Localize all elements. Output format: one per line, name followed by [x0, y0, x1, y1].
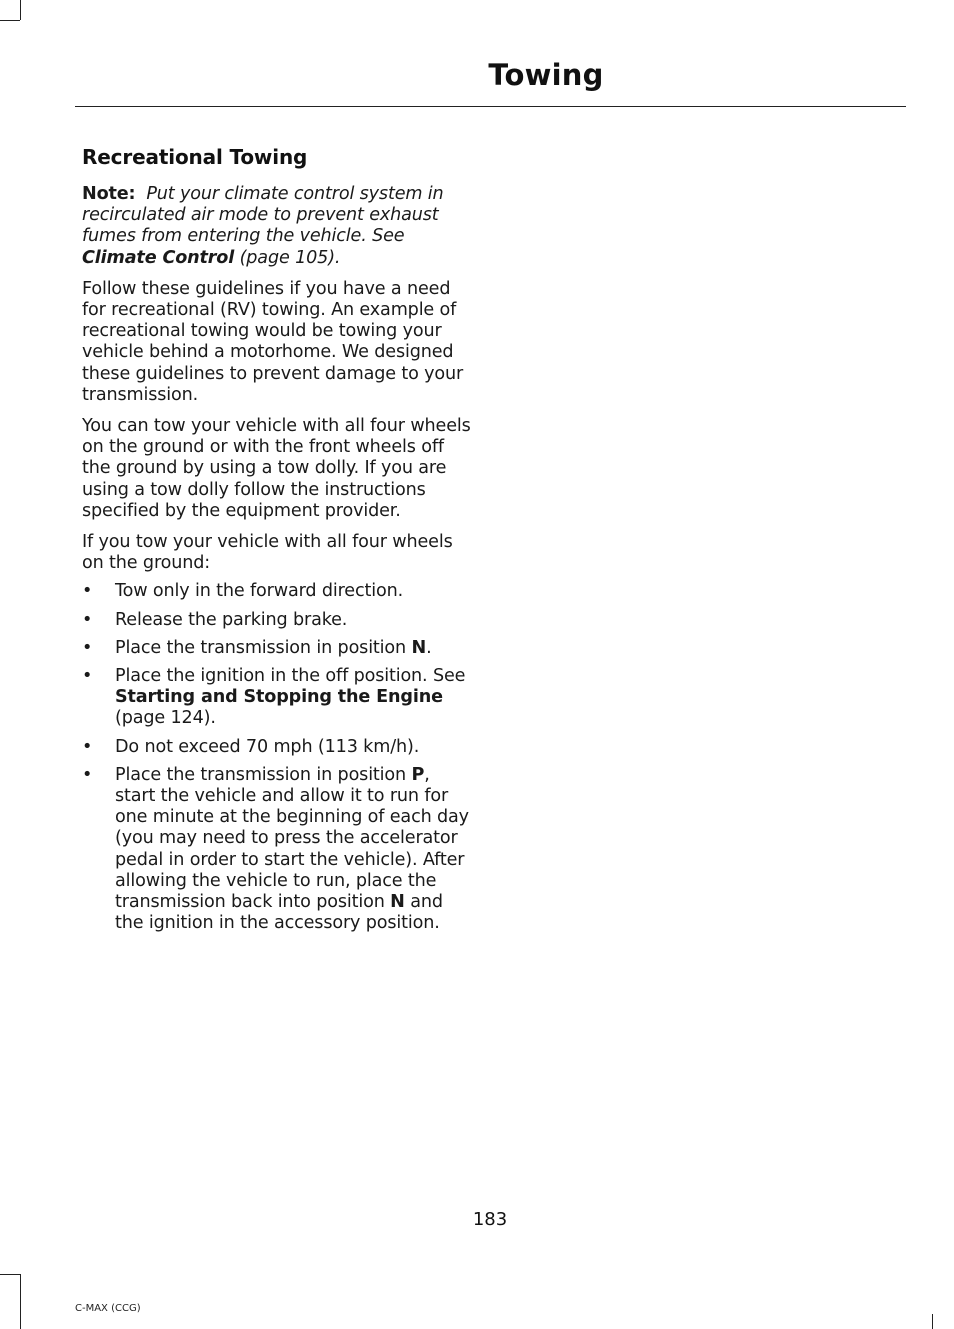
crop-mark	[932, 1314, 933, 1329]
list-item-text: Tow only in the forward direction.	[115, 581, 404, 602]
model-code: C-MAX (CCG)	[75, 1303, 141, 1314]
bullet-icon: •	[82, 736, 93, 757]
paragraph: Follow these guidelines if you have a need for recreational (RV) towing. An example of recreational towing would be towing your vehicle behind a motorhome. We designed these guidelines to prevent damage to your transmission.	[82, 278, 464, 405]
list-item-text: Do not exceed 70 mph (113 km/h).	[115, 736, 420, 757]
position-p: P	[411, 764, 425, 785]
starting-stopping-engine-link[interactable]: Starting and Stopping the Engine	[115, 687, 443, 708]
content-column	[82, 144, 474, 942]
list-item-text: Release the parking brake.	[115, 609, 348, 630]
crop-mark	[20, 1274, 21, 1329]
list-item-text: Place the transmission in position	[115, 637, 412, 658]
position-n: N	[411, 637, 427, 658]
list-item	[82, 666, 474, 730]
note-page-ref: (page 105).	[239, 247, 341, 268]
list-item-text: Place the transmission in position	[115, 764, 412, 785]
list-item	[82, 581, 474, 602]
bullet-icon: •	[82, 637, 93, 658]
position-n: N	[390, 892, 405, 913]
paragraph: You can tow your vehicle with all four wheels on the ground or with the front wheels off the ground by using a tow dolly. If you are using a tow dolly follow the instructions specified by the equipment provider.	[82, 416, 471, 521]
bullet-icon: •	[82, 609, 93, 630]
page-number: 183	[472, 1209, 508, 1230]
bullet-icon: •	[82, 581, 93, 602]
crop-mark	[0, 20, 20, 21]
header-rule	[75, 106, 906, 107]
note-paragraph	[82, 184, 474, 269]
list-item-text: .	[426, 637, 432, 658]
list-item-text: Place the ignition in the off position. See	[115, 666, 466, 687]
note-text: Put your climate control system in recirculated air mode to prevent exhaust fumes from entering the vehicle. See	[82, 184, 444, 247]
list-item-text: , start the vehicle and allow it to run for one minute at the beginning of each day (you may need to press the accelerator pedal in order to start the vehicle). After allowing the vehicle to run, place the transmission back into position	[115, 764, 469, 913]
list-item	[82, 765, 474, 935]
crop-mark	[20, 0, 21, 20]
bullet-list	[82, 581, 474, 934]
crop-mark	[0, 1274, 20, 1275]
list-item	[82, 737, 474, 758]
page-title: Towing	[488, 58, 604, 92]
list-item	[82, 638, 474, 659]
list-item	[82, 610, 474, 631]
bullet-icon: •	[82, 666, 93, 687]
paragraph: If you tow your vehicle with all four wheels on the ground:	[82, 532, 453, 574]
list-item-text: (page 124).	[115, 708, 216, 729]
note-label: Note:	[82, 184, 136, 204]
bullet-icon: •	[82, 764, 93, 785]
climate-control-link[interactable]: Climate Control	[82, 247, 235, 268]
section-heading: Recreational Towing	[82, 145, 308, 169]
list-item-text: and the ignition in the accessory position.	[115, 892, 443, 934]
